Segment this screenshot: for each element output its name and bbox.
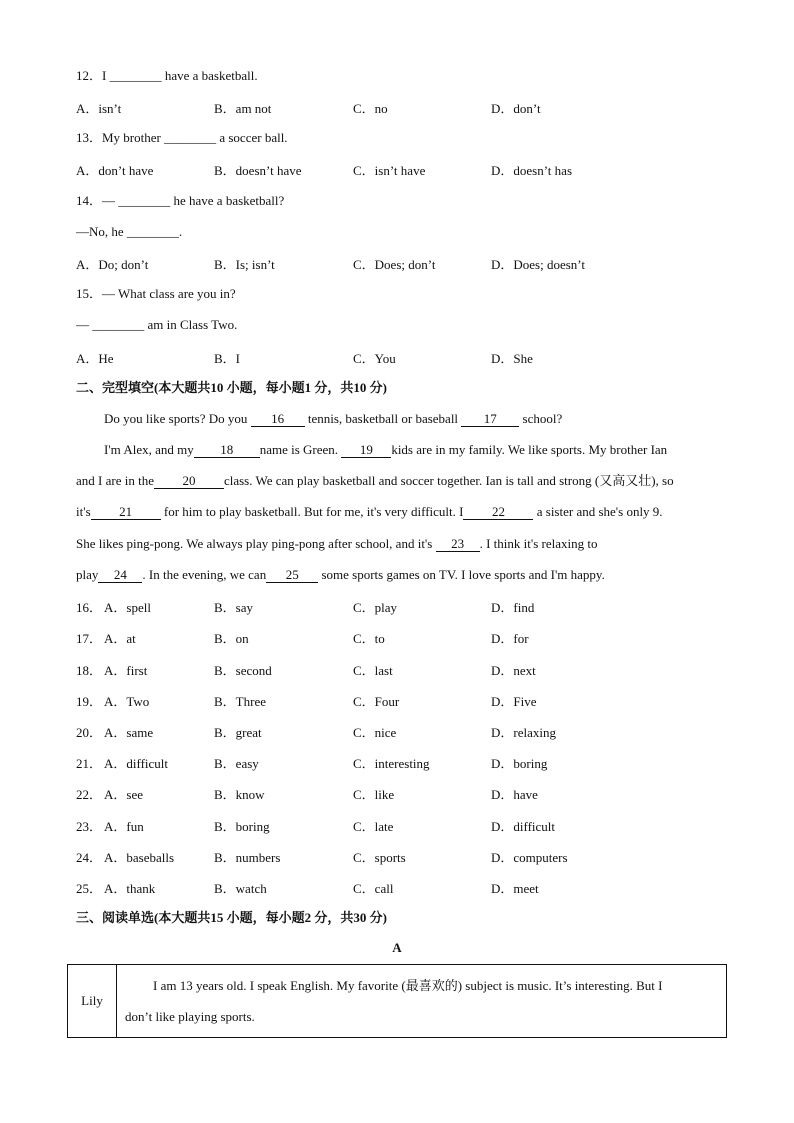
option: B．Three — [214, 694, 266, 709]
passage-text: some sports games on TV. I love sports and I'm happy. — [318, 567, 605, 582]
item-number: 18． — [76, 663, 103, 678]
option: C．last — [353, 663, 393, 678]
question-14-stem: 14．— ________ he have a basketball? — [76, 193, 285, 208]
option: B．doesn’t have — [214, 163, 302, 178]
passage-line — [76, 566, 718, 584]
option: D．for — [491, 631, 529, 646]
option: C．Four — [353, 694, 400, 709]
option: A．He — [76, 351, 114, 366]
option: A．Two — [104, 694, 150, 709]
option: B．know — [214, 787, 265, 802]
option: D．don’t — [491, 101, 541, 116]
option: D．boring — [491, 756, 548, 771]
option: B．say — [214, 600, 254, 615]
option: C．play — [353, 600, 398, 615]
description-line: don’t like playing sports. — [125, 1009, 255, 1024]
section-3-title: 三、阅读单选(本大题共15 小题，每小题2 分，共30 分) — [76, 910, 387, 925]
option: B．Is; isn’t — [214, 257, 275, 272]
passage-text: . In the evening, we can — [142, 567, 267, 582]
blank-19: 19 — [341, 443, 391, 458]
option: C．to — [353, 631, 385, 646]
option: A．at — [104, 631, 136, 646]
blank-20: 20 — [154, 474, 224, 489]
option: D．relaxing — [491, 725, 556, 740]
option: A．fun — [104, 819, 144, 834]
person-name: Lily — [68, 965, 117, 1038]
option: B．second — [214, 663, 272, 678]
blank-21: 21 — [91, 505, 161, 520]
option: A．Do; don’t — [76, 257, 149, 272]
option: B．I — [214, 351, 241, 366]
reading-part-label: A — [392, 940, 402, 955]
option: B．numbers — [214, 850, 281, 865]
passage-text: . I think it's relaxing to — [479, 536, 598, 551]
question-15-stem: 15．— What class are you in? — [76, 286, 236, 301]
blank-17: 17 — [461, 412, 519, 427]
blank-22: 22 — [463, 505, 533, 520]
option: A．thank — [104, 881, 156, 896]
option: B．on — [214, 631, 249, 646]
option: D．Five — [491, 694, 537, 709]
option: B．great — [214, 725, 262, 740]
passage-text: kids are in my family. We like sports. My brother Ian — [391, 442, 668, 457]
question-15-reply: — ________ am in Class Two. — [76, 317, 238, 332]
passage-text: and I are in the — [76, 473, 154, 488]
question-14-reply: —No, he ________. — [76, 224, 183, 239]
passage-line — [76, 503, 718, 521]
option: A．difficult — [104, 756, 169, 771]
option: C．isn’t have — [353, 163, 426, 178]
passage-text: class. We can play basketball and soccer together. Ian is tall and strong (又高又壮), so — [223, 473, 674, 488]
option: A．same — [104, 725, 154, 740]
passage-text: tennis, basketball or baseball — [304, 411, 462, 426]
option: B．watch — [214, 881, 267, 896]
option: B．boring — [214, 819, 270, 834]
option: C．late — [353, 819, 394, 834]
passage-text: school? — [519, 411, 563, 426]
option: D．computers — [491, 850, 568, 865]
option: D．next — [491, 663, 536, 678]
passage-text: a sister and she's only 9. — [533, 504, 663, 519]
option: B．easy — [214, 756, 259, 771]
item-number: 22． — [76, 787, 103, 802]
option: A．see — [104, 787, 143, 802]
option: D．have — [491, 787, 538, 802]
person-description — [117, 965, 727, 1038]
passage-line — [76, 535, 718, 553]
option: D．difficult — [491, 819, 556, 834]
question-12-stem: 12．I ________ have a basketball. — [76, 68, 258, 83]
option: A．spell — [104, 600, 151, 615]
option: C．no — [353, 101, 388, 116]
passage-line — [104, 441, 718, 459]
option: B．am not — [214, 101, 272, 116]
passage-text: name is Green. — [259, 442, 342, 457]
passage-text: She likes ping-pong. We always play ping-pong after school, and it's — [76, 536, 436, 551]
item-number: 17． — [76, 631, 103, 646]
option: D．She — [491, 351, 533, 366]
option: C．Does; don’t — [353, 257, 436, 272]
passage-text: for him to play basketball. But for me, it's very difficult. I — [160, 504, 464, 519]
option: D．meet — [491, 881, 539, 896]
item-number: 21． — [76, 756, 103, 771]
passage-line — [76, 472, 718, 490]
blank-24: 24 — [98, 568, 142, 583]
option: C．You — [353, 351, 396, 366]
option: C．sports — [353, 850, 406, 865]
question-13-stem: 13．My brother ________ a soccer ball. — [76, 130, 288, 145]
item-number: 23． — [76, 819, 103, 834]
option: A．first — [104, 663, 148, 678]
blank-23: 23 — [436, 537, 480, 552]
option: C．like — [353, 787, 395, 802]
item-number: 19． — [76, 694, 103, 709]
passage-line — [104, 410, 704, 428]
option: C．call — [353, 881, 394, 896]
passage-text: Do you like sports? Do you — [104, 411, 251, 426]
description-line: I am 13 years old. I speak English. My favorite (最喜欢的) subject is music. It’s interesting. But I — [153, 978, 663, 993]
blank-18: 18 — [194, 443, 260, 458]
blank-25: 25 — [266, 568, 318, 583]
blank-16: 16 — [251, 412, 305, 427]
option: A．baseballs — [104, 850, 175, 865]
item-number: 16． — [76, 600, 103, 615]
item-number: 25． — [76, 881, 103, 896]
passage-text: I'm Alex, and my — [104, 442, 194, 457]
item-number: 20． — [76, 725, 103, 740]
option: D．doesn’t has — [491, 163, 573, 178]
option: C．interesting — [353, 756, 430, 771]
option: D．find — [491, 600, 535, 615]
option: A．don’t have — [76, 163, 154, 178]
passage-text: play — [76, 567, 99, 582]
option: A．isn’t — [76, 101, 122, 116]
reading-table — [67, 964, 727, 1038]
section-2-title: 二、完型填空(本大题共10 小题，每小题1 分，共10 分) — [76, 380, 387, 395]
item-number: 24． — [76, 850, 103, 865]
passage-text: it's — [76, 504, 91, 519]
option: C．nice — [353, 725, 397, 740]
option: D．Does; doesn’t — [491, 257, 586, 272]
